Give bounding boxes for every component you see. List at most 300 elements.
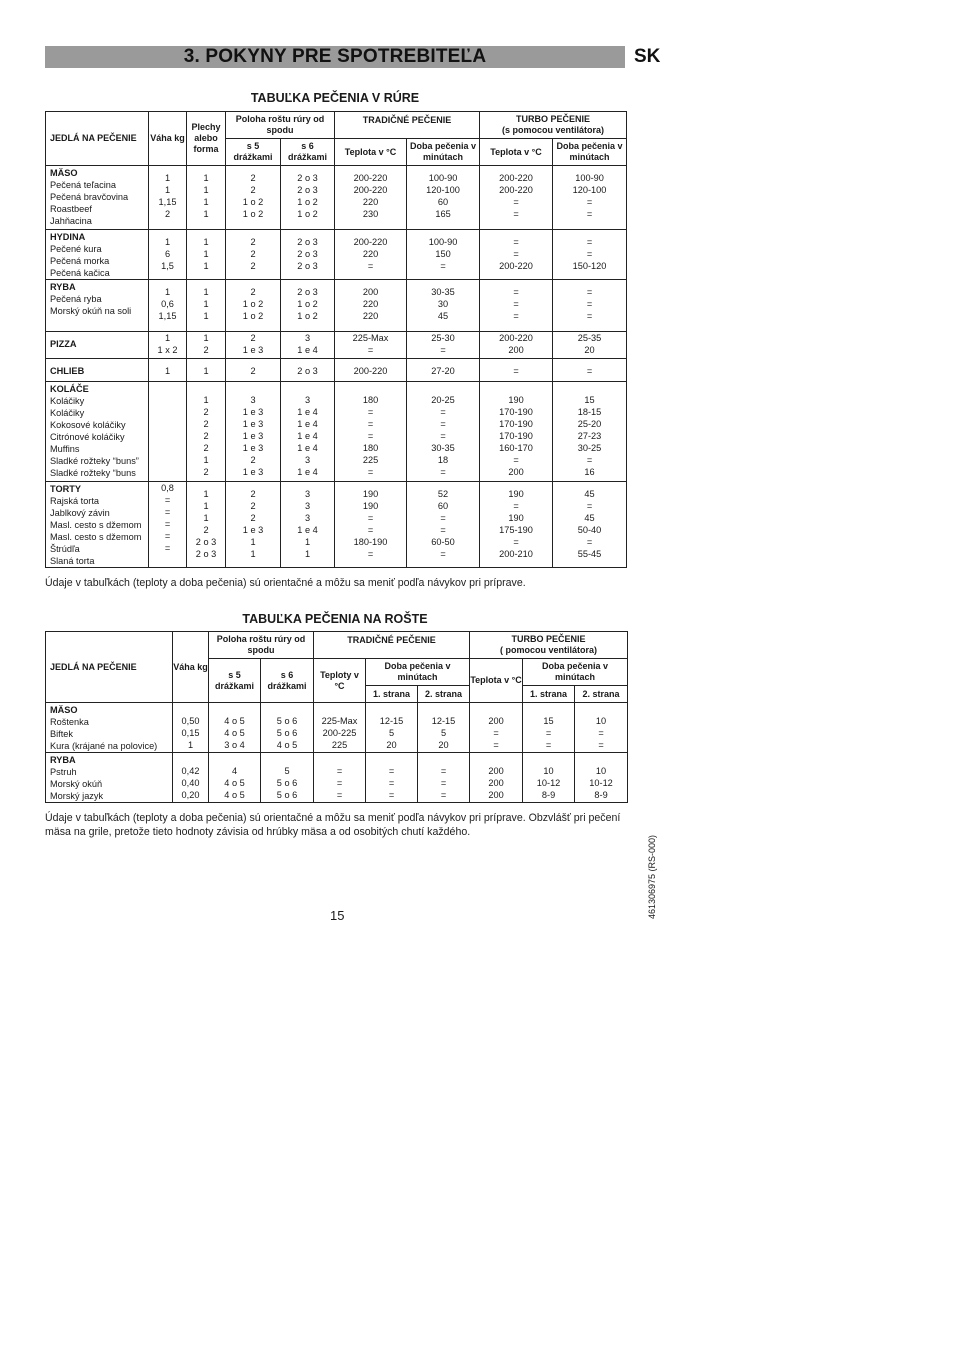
oven-trays-value: 1 xyxy=(203,366,209,376)
grill-col-header-side2: 2. strana xyxy=(418,686,470,703)
grill-table-title: TABUĽKA PEČENIA NA ROŠTE xyxy=(242,612,428,626)
oven-s6-cell xyxy=(281,382,335,482)
oven-food-item: Roastbeef xyxy=(50,204,92,214)
oven-trays-value: 1 xyxy=(203,299,209,309)
grill-side2-value: 12-15 xyxy=(431,716,456,726)
oven-turbo-temp-cell xyxy=(480,482,553,568)
oven-trad-temp-value: 180 xyxy=(362,443,379,453)
oven-s5-value: 1 o 2 xyxy=(242,209,264,219)
oven-turbo-temp-cell xyxy=(480,332,553,359)
grill-col-header-trad-temp: Teploty v °C xyxy=(314,659,366,703)
oven-category-label: PIZZA xyxy=(50,339,77,349)
oven-food-item: Masl. cesto s džemom xyxy=(50,520,142,530)
document-code: 461306975 (RS-000) xyxy=(647,834,657,920)
oven-s6-value: 3 xyxy=(304,489,311,499)
oven-turbo-temp-value: 200-220 xyxy=(499,261,533,271)
oven-s5-value: 3 xyxy=(250,395,256,405)
page-number: 15 xyxy=(330,908,345,923)
grill-col-header-turbo-side1: 1. strana xyxy=(523,686,575,703)
oven-weight-value: 6 xyxy=(164,249,171,259)
oven-s5-value: 2 xyxy=(250,489,256,499)
oven-turbo-time-value: = xyxy=(586,299,593,309)
oven-weight-cell xyxy=(149,332,187,359)
oven-turbo-temp-value: = xyxy=(513,209,519,219)
grill-weight-value: 1 xyxy=(187,740,194,750)
oven-s6-value: 2 o 3 xyxy=(297,237,318,247)
grill-col-header-trad-time: Doba pečenia v minútach xyxy=(366,659,470,686)
grill-s6-value: 5 xyxy=(284,766,290,776)
oven-turbo-temp-value: 170-190 xyxy=(499,419,533,429)
oven-turbo-time-value: = xyxy=(586,237,593,247)
grill-side1-value: 12-15 xyxy=(379,716,404,726)
oven-table-row xyxy=(46,166,627,230)
oven-trays-value: 2 xyxy=(203,467,209,477)
oven-turbo-temp-value: = xyxy=(513,249,519,259)
grill-s6-cell xyxy=(261,753,314,803)
oven-turbo-time-value: 18-15 xyxy=(577,407,602,417)
oven-s6-value: 1 o 2 xyxy=(297,311,318,321)
oven-trad-time-value: 45 xyxy=(437,311,449,321)
oven-trays-value: 1 xyxy=(203,311,209,321)
grill-side2-value: = xyxy=(440,766,447,776)
grill-weight-value: 0,15 xyxy=(181,728,200,738)
grill-turbo-temp-value: 200 xyxy=(488,790,504,800)
oven-trad-time-value: = xyxy=(440,345,446,355)
oven-trays-value: 2 xyxy=(203,407,209,417)
oven-turbo-temp-value: 170-190 xyxy=(499,431,533,441)
oven-turbo-time-value: 100-90 xyxy=(575,173,604,183)
grill-side2-value: 5 xyxy=(440,728,447,738)
oven-trad-time-value: = xyxy=(440,261,446,271)
grill-s6-value: 5 o 6 xyxy=(276,790,298,800)
oven-turbo-temp-value: 200-220 xyxy=(499,333,533,343)
oven-food-item: Jablkový závin xyxy=(50,508,110,518)
grill-turbo-side1-cell xyxy=(523,753,575,803)
oven-food-cell xyxy=(46,280,149,332)
oven-turbo-temp-cell xyxy=(480,280,553,332)
grill-category-label: MÄSO xyxy=(50,705,78,715)
oven-weight-value: 1 xyxy=(164,287,171,297)
oven-s6-value: 1 o 2 xyxy=(297,299,318,309)
oven-turbo-time-cell xyxy=(553,482,627,568)
oven-trays-value: 2 xyxy=(203,431,209,441)
oven-trad-temp-value: = xyxy=(367,549,374,559)
oven-turbo-temp-value: 200 xyxy=(508,345,524,355)
grill-col-header-s5: s 5 drážkami xyxy=(209,659,261,703)
oven-s6-value: 3 xyxy=(304,501,311,511)
grill-s5-cell xyxy=(209,753,261,803)
oven-table-row xyxy=(46,482,627,568)
oven-weight-value: = xyxy=(164,495,171,505)
grill-side2-value: 20 xyxy=(438,740,449,750)
grill-side1-value: 5 xyxy=(388,728,395,738)
oven-turbo-time-value: = xyxy=(586,501,593,511)
oven-s5-cell xyxy=(226,230,281,280)
oven-trays-value: 1 xyxy=(203,237,209,247)
oven-s6-cell xyxy=(281,332,335,359)
oven-turbo-temp-value: = xyxy=(513,501,519,511)
oven-s5-cell xyxy=(226,332,281,359)
grill-s6-value: 4 o 5 xyxy=(276,740,298,750)
grill-s6-value: 5 o 6 xyxy=(276,728,298,738)
oven-trad-temp-cell xyxy=(335,166,407,230)
oven-s6-value: 1 e 4 xyxy=(297,407,318,417)
oven-trad-time-value: 120-100 xyxy=(426,185,460,195)
grill-side2-cell xyxy=(418,703,470,753)
language-code: SK xyxy=(634,46,661,67)
oven-s6-value: 1 e 4 xyxy=(297,431,318,441)
oven-trad-temp-value: 220 xyxy=(362,311,379,321)
oven-trad-temp-value: 190 xyxy=(362,489,379,499)
oven-weight-cell xyxy=(149,230,187,280)
oven-turbo-temp-value: = xyxy=(513,299,519,309)
oven-s5-value: 1 xyxy=(250,549,256,559)
grill-food-item: Kura (krájané na polovice) xyxy=(50,741,158,751)
oven-turbo-time-value: 27-23 xyxy=(577,431,602,441)
oven-food-item: Pečená ryba xyxy=(50,294,102,304)
grill-col-header-shelf: Poloha roštu rúry od spodu xyxy=(209,632,314,659)
grill-col-header-turbo-side2: 2. strana xyxy=(575,686,628,703)
oven-trays-value: 1 xyxy=(203,261,209,271)
oven-trad-time-value: = xyxy=(440,513,446,523)
oven-turbo-time-value: 45 xyxy=(584,513,595,523)
oven-turbo-temp-value: 175-190 xyxy=(499,525,533,535)
oven-table-note: Údaje v tabuľkách (teploty a doba pečenia) sú orientačné a môžu sa meniť podľa návykov pri príprave. xyxy=(45,577,526,589)
grill-category-label: RYBA xyxy=(50,755,76,765)
oven-trays-value: 2 xyxy=(203,443,209,453)
oven-weight-value: 1,15 xyxy=(158,311,177,321)
oven-turbo-time-cell xyxy=(553,332,627,359)
oven-trad-temp-cell xyxy=(335,359,407,382)
oven-turbo-time-value: = xyxy=(586,209,593,219)
grill-s5-value: 4 o 5 xyxy=(224,728,245,738)
oven-trad-time-value: 60 xyxy=(437,501,449,511)
grill-turbo-temp-value: = xyxy=(493,740,499,750)
grill-col-header-side1: 1. strana xyxy=(366,686,418,703)
oven-trays-cell xyxy=(187,166,226,230)
oven-category-label: RYBA xyxy=(50,282,76,292)
oven-trad-temp-value: 190 xyxy=(362,501,379,511)
oven-s6-value: 1 e 4 xyxy=(297,467,318,477)
oven-food-item: Pečené kura xyxy=(50,244,102,254)
grill-table-note: Údaje v tabuľkách (teploty a doba pečenia) sú orientačné a môžu sa meniť podľa návykov pri príprave. Obzvlášť pri pečení mäsa na grile, pretože tieto hodnoty závisia od hrúbky mäsa a od osobitých chutí každého. xyxy=(45,812,621,838)
grill-weight-value: 0,42 xyxy=(181,766,200,776)
grill-turbo-temp-cell xyxy=(470,703,523,753)
oven-trad-time-value: 150 xyxy=(435,249,451,259)
grill-side1-value: 20 xyxy=(386,740,397,750)
oven-trad-time-value: 25-30 xyxy=(431,333,455,343)
oven-weight-value: 1 xyxy=(164,185,171,195)
grill-side2-cell xyxy=(418,753,470,803)
grill-weight-value: 0,50 xyxy=(181,716,200,726)
grill-turbo-temp-value: 200 xyxy=(488,716,504,726)
grill-food-cell xyxy=(46,703,173,753)
oven-turbo-time-value: = xyxy=(586,311,593,321)
oven-table-row xyxy=(46,230,627,280)
oven-s5-value: 1 o 2 xyxy=(242,299,264,309)
oven-s5-value: 2 xyxy=(250,287,256,297)
oven-s5-value: 1 e 3 xyxy=(242,419,264,429)
oven-turbo-temp-value: 190 xyxy=(508,395,524,405)
oven-trad-temp-cell xyxy=(335,382,407,482)
oven-s5-value: 2 xyxy=(250,513,256,523)
oven-trad-temp-value: 200-220 xyxy=(353,185,388,195)
oven-food-cell xyxy=(46,382,149,482)
oven-food-cell xyxy=(46,166,149,230)
oven-s5-cell xyxy=(226,359,281,382)
oven-trad-temp-value: 220 xyxy=(362,249,379,259)
oven-weight-value: 1 x 2 xyxy=(157,345,178,355)
grill-baking-table xyxy=(45,631,628,803)
oven-turbo-time-value: 15 xyxy=(584,395,595,405)
oven-trad-time-value: = xyxy=(440,431,446,441)
oven-trad-temp-cell xyxy=(335,332,407,359)
oven-turbo-time-value: = xyxy=(586,249,593,259)
oven-weight-cell xyxy=(149,166,187,230)
oven-food-item: Masl. cesto s džemom xyxy=(50,532,142,542)
oven-s6-value: 1 e 4 xyxy=(297,345,318,355)
oven-food-cell xyxy=(46,359,149,382)
oven-s6-value: 1 o 2 xyxy=(297,197,318,207)
oven-trays-value: 2 xyxy=(203,525,209,535)
grill-turbo-temp-value: = xyxy=(493,728,499,738)
oven-trad-time-value: 165 xyxy=(435,209,451,219)
oven-turbo-temp-value: = xyxy=(513,197,519,207)
oven-turbo-temp-value: 200-220 xyxy=(499,185,533,195)
oven-turbo-time-value: 25-20 xyxy=(577,419,602,429)
grill-weight-cell xyxy=(173,703,209,753)
oven-trad-temp-value: 180-190 xyxy=(353,537,388,547)
oven-turbo-temp-value: = xyxy=(513,311,519,321)
grill-s6-cell xyxy=(261,703,314,753)
oven-s6-value: 1 xyxy=(304,537,311,547)
oven-trays-cell xyxy=(187,332,226,359)
col-header-trays: Plechy alebo forma xyxy=(187,112,226,166)
oven-s5-value: 2 xyxy=(250,249,256,259)
oven-food-item: Morský okúň na soli xyxy=(50,306,132,316)
col-header-trad-time: Doba pečenia v minútach xyxy=(407,139,480,166)
grill-turbo-side2-cell xyxy=(575,753,628,803)
oven-trad-temp-value: 230 xyxy=(362,209,379,219)
oven-weight-cell xyxy=(149,359,187,382)
oven-trad-time-value: 60-50 xyxy=(431,537,455,547)
oven-food-item: Sladké rožteky “buns xyxy=(50,468,136,478)
oven-trad-time-value: 30-35 xyxy=(431,287,455,297)
grill-turbo-temp-value: 200 xyxy=(488,766,504,776)
oven-s5-value: 1 o 2 xyxy=(242,197,264,207)
oven-food-item: Koláčiky xyxy=(50,408,85,418)
oven-food-item: Pečená teľacina xyxy=(50,180,117,190)
oven-trad-time-value: = xyxy=(440,525,446,535)
oven-trays-cell xyxy=(187,382,226,482)
oven-s6-value: 2 o 3 xyxy=(297,287,318,297)
grill-turbo-side2-cell xyxy=(575,703,628,753)
grill-trad-temp-value: 225-Max xyxy=(321,716,358,726)
oven-weight-value: = xyxy=(164,543,171,553)
oven-trays-value: 1 xyxy=(203,185,209,195)
oven-weight-value: 1,15 xyxy=(158,197,177,207)
oven-trad-time-value: = xyxy=(440,407,446,417)
oven-weight-value: 2 xyxy=(164,209,171,219)
col-header-turbo xyxy=(480,112,627,139)
oven-trad-time-value: 60 xyxy=(437,197,449,207)
oven-turbo-time-value: = xyxy=(586,287,593,297)
oven-trad-time-value: 30 xyxy=(437,299,449,309)
grill-turbo-side2-value: 10 xyxy=(595,716,607,726)
oven-weight-cell xyxy=(149,280,187,332)
oven-trad-time-cell xyxy=(407,382,480,482)
col-header-food: JEDLÁ NA PEČENIE xyxy=(46,112,149,166)
oven-trad-time-value: = xyxy=(440,467,446,477)
oven-trad-temp-value: = xyxy=(367,419,374,429)
oven-s5-value: 1 e 3 xyxy=(242,407,264,417)
oven-trad-temp-value: 200-220 xyxy=(353,366,388,376)
oven-s6-value: 3 xyxy=(304,395,311,405)
oven-table-row xyxy=(46,382,627,482)
grill-side1-value: = xyxy=(388,778,395,788)
oven-s5-value: 2 xyxy=(250,366,256,376)
grill-turbo-side2-value: 10-12 xyxy=(589,778,613,788)
oven-s5-value: 1 e 3 xyxy=(242,431,264,441)
oven-s6-value: 1 e 4 xyxy=(297,443,318,453)
oven-turbo-time-value: 150-120 xyxy=(572,261,607,271)
oven-trad-time-cell xyxy=(407,359,480,382)
col-header-traditional: TRADIČNÉ PEČENIE xyxy=(335,112,480,139)
grill-turbo-side1-value: 8-9 xyxy=(541,790,556,800)
oven-turbo-time-value: = xyxy=(586,455,593,465)
oven-trays-cell xyxy=(187,359,226,382)
oven-trad-time-value: 20-25 xyxy=(431,395,455,405)
grill-food-item: Morský jazyk xyxy=(50,791,104,801)
oven-turbo-temp-value: 200-220 xyxy=(499,173,533,183)
grill-col-header-s6: s 6 drážkami xyxy=(261,659,314,703)
oven-s5-cell xyxy=(226,166,281,230)
grill-food-item: Pstruh xyxy=(50,767,77,777)
oven-turbo-temp-cell xyxy=(480,166,553,230)
oven-turbo-temp-value: = xyxy=(513,537,519,547)
grill-s5-value: 4 o 5 xyxy=(224,716,245,726)
col-header-turbo-temp: Teplota v °C xyxy=(480,139,553,166)
oven-trad-time-cell xyxy=(407,482,480,568)
oven-weight-cell xyxy=(149,382,187,482)
oven-s6-value: 1 o 2 xyxy=(297,209,318,219)
oven-trad-temp-value: = xyxy=(367,431,374,441)
oven-table-title: TABUĽKA PEČENIA V RÚRE xyxy=(250,91,420,105)
oven-category-label: TORTY xyxy=(50,484,81,494)
oven-turbo-time-value: 120-100 xyxy=(572,185,607,195)
grill-col-header-turbo-time: Doba pečenia v minútach xyxy=(523,659,628,686)
oven-category-label: MÄSO xyxy=(50,168,78,178)
oven-s5-value: 2 xyxy=(250,333,256,343)
oven-trays-value: 1 xyxy=(203,197,209,207)
grill-turbo-side2-value: 8-9 xyxy=(594,790,608,800)
grill-col-header-turbo-temp: Teplota v °C xyxy=(470,659,523,703)
oven-table-row xyxy=(46,359,627,382)
oven-s5-value: 2 xyxy=(250,185,256,195)
grill-trad-temp-value: 225 xyxy=(331,740,348,750)
oven-weight-value: 1 xyxy=(164,366,171,376)
oven-s6-value: 2 o 3 xyxy=(297,173,318,183)
grill-s5-cell xyxy=(209,703,261,753)
page-title: 3. POKYNY PRE SPOTREBITEĽA xyxy=(183,46,487,67)
oven-trad-temp-value: = xyxy=(367,513,374,523)
grill-trad-temp-cell xyxy=(314,753,366,803)
oven-weight-value: 1 xyxy=(164,237,171,247)
oven-s6-cell xyxy=(281,280,335,332)
oven-food-cell xyxy=(46,230,149,280)
oven-s6-value: 3 xyxy=(304,455,311,465)
grill-col-header-food: JEDLÁ NA PEČENIE xyxy=(46,632,173,703)
oven-food-item: Sladké rožteky “buns” xyxy=(50,456,139,466)
grill-col-header-weight: Váha kg xyxy=(173,632,209,703)
oven-weight-value: 1 xyxy=(164,333,171,343)
grill-table-row xyxy=(46,753,628,803)
grill-food-cell xyxy=(46,753,173,803)
oven-trad-time-value: 100-90 xyxy=(428,237,458,247)
oven-food-item: Slaná torta xyxy=(50,556,95,566)
oven-trays-value: 1 xyxy=(203,209,209,219)
col-header-shelf: Poloha roštu rúry od spodu xyxy=(226,112,335,139)
oven-weight-value: = xyxy=(164,531,171,541)
grill-s5-value: 4 o 5 xyxy=(224,790,245,800)
oven-trad-time-value: 100-90 xyxy=(428,173,458,183)
oven-turbo-time-cell xyxy=(553,280,627,332)
grill-side1-value: = xyxy=(388,790,395,800)
oven-trad-time-value: = xyxy=(440,549,446,559)
oven-food-cell xyxy=(46,482,149,568)
oven-trad-temp-value: = xyxy=(367,407,374,417)
grill-turbo-side1-value: = xyxy=(545,740,552,750)
oven-trad-temp-value: 220 xyxy=(362,197,379,207)
oven-trad-time-cell xyxy=(407,166,480,230)
oven-turbo-temp-value: 190 xyxy=(508,513,524,523)
grill-turbo-title: TURBO PEČENIE xyxy=(511,634,586,644)
oven-category-label: HYDINA xyxy=(50,232,86,242)
header-bar xyxy=(45,46,625,68)
oven-trays-value: 1 xyxy=(203,395,209,405)
grill-side2-value: = xyxy=(440,778,447,788)
oven-turbo-time-value: 30-25 xyxy=(577,443,602,453)
oven-table-row xyxy=(46,332,627,359)
oven-food-item: Štrúdľa xyxy=(50,544,80,554)
grill-col-header-turbo xyxy=(470,632,628,659)
oven-food-item: Rajská torta xyxy=(50,496,100,506)
oven-food-item: Muffins xyxy=(50,444,80,454)
oven-s6-value: 2 o 3 xyxy=(297,366,318,376)
oven-weight-value: = xyxy=(164,507,171,517)
oven-trad-temp-value: = xyxy=(367,467,374,477)
grill-trad-temp-value: = xyxy=(336,790,343,800)
grill-trad-temp-value: 200-225 xyxy=(322,728,357,738)
oven-s5-value: 1 e 3 xyxy=(242,467,264,477)
oven-trad-temp-value: 220 xyxy=(362,299,379,309)
grill-turbo-side1-cell xyxy=(523,703,575,753)
turbo-subtitle: (s pomocou ventilátora) xyxy=(502,125,605,135)
oven-trays-value: 1 xyxy=(203,489,209,499)
oven-s5-value: 1 xyxy=(250,537,256,547)
oven-s6-value: 1 xyxy=(304,549,311,559)
oven-trad-time-cell xyxy=(407,332,480,359)
oven-turbo-time-value: 16 xyxy=(584,467,595,477)
oven-s6-value: 2 o 3 xyxy=(297,249,318,259)
oven-s5-value: 2 xyxy=(250,173,256,183)
grill-s6-value: 5 o 6 xyxy=(276,778,298,788)
oven-turbo-temp-value: = xyxy=(513,455,519,465)
oven-s6-value: 3 xyxy=(304,513,311,523)
col-header-s6: s 6 drážkami xyxy=(281,139,335,166)
oven-turbo-temp-cell xyxy=(480,359,553,382)
oven-s6-value: 1 e 4 xyxy=(297,419,318,429)
